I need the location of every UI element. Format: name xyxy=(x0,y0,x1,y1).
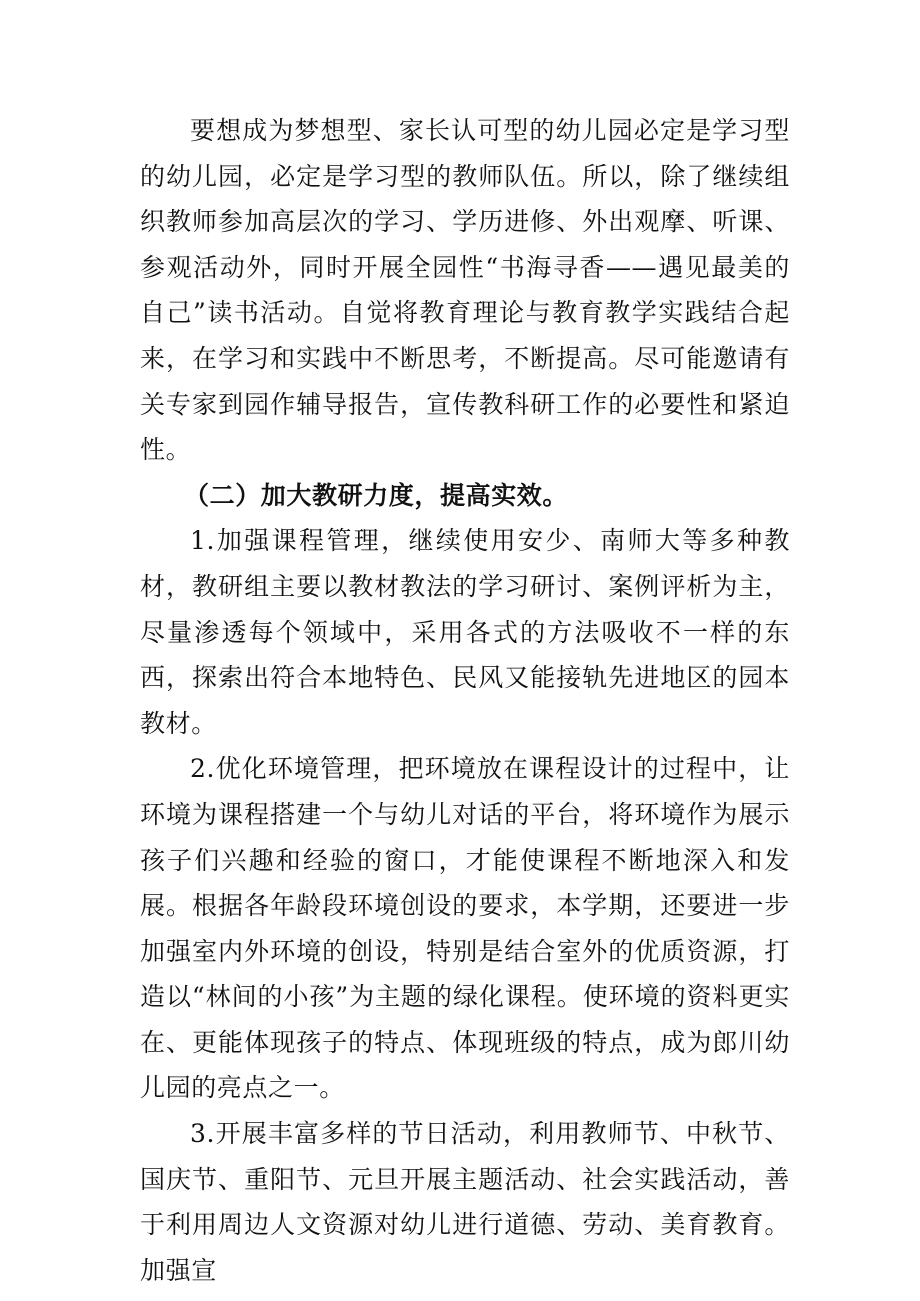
document-page xyxy=(140,108,790,1293)
section-heading: （二）加大教研力度，提高实效。 xyxy=(184,480,569,510)
list-item-3: 3.开展丰富多样的节日活动，利用教师节、中秋节、国庆节、重阳节、元旦开展主题活动、社会实践活动，善于利用周边人文资源对幼儿进行道德、劳动、美育教育。加强宣 xyxy=(140,1119,790,1285)
body-paragraph-intro: 要想成为梦想型、家长认可型的幼儿园必定是学习型的幼儿园，必定是学习型的教师队伍。所以，除了继续组织教师参加高层次的学习、学历进修、外出观摩、听课、参观活动外，同时开展全园性“书海寻香——遇见最美的自己”读书活动。自觉将教育理论与教育教学实践结合起来，在学习和实践中不断思考，不断提高。尽可能邀请有关专家到园作辅导报告，宣传教科研工作的必要性和紧迫性。 xyxy=(140,116,790,465)
list-item-1: 1.加强课程管理，继续使用安少、南师大等多种教材，教研组主要以教材教法的学习研讨、案例评析为主，尽量渗透每个领域中，采用各式的方法吸收不一样的东西，探索出符合本地特色、民风又能接轨先进地区的园本教材。 xyxy=(140,526,790,738)
list-item-2: 2.优化环境管理，把环境放在课程设计的过程中，让环境为课程搭建一个与幼儿对话的平台，将环境作为展示孩子们兴趣和经验的窗口，才能使课程不断地深入和发展。根据各年龄段环境创设的要求，本学期，还要进一步加强室内外环境的创设，特别是结合室外的优质资源，打造以“林间的小孩”为主题的绿化课程。使环境的资料更实在、更能体现孩子的特点、体现班级的特点，成为郎川幼儿园的亮点之一。 xyxy=(140,754,790,1103)
